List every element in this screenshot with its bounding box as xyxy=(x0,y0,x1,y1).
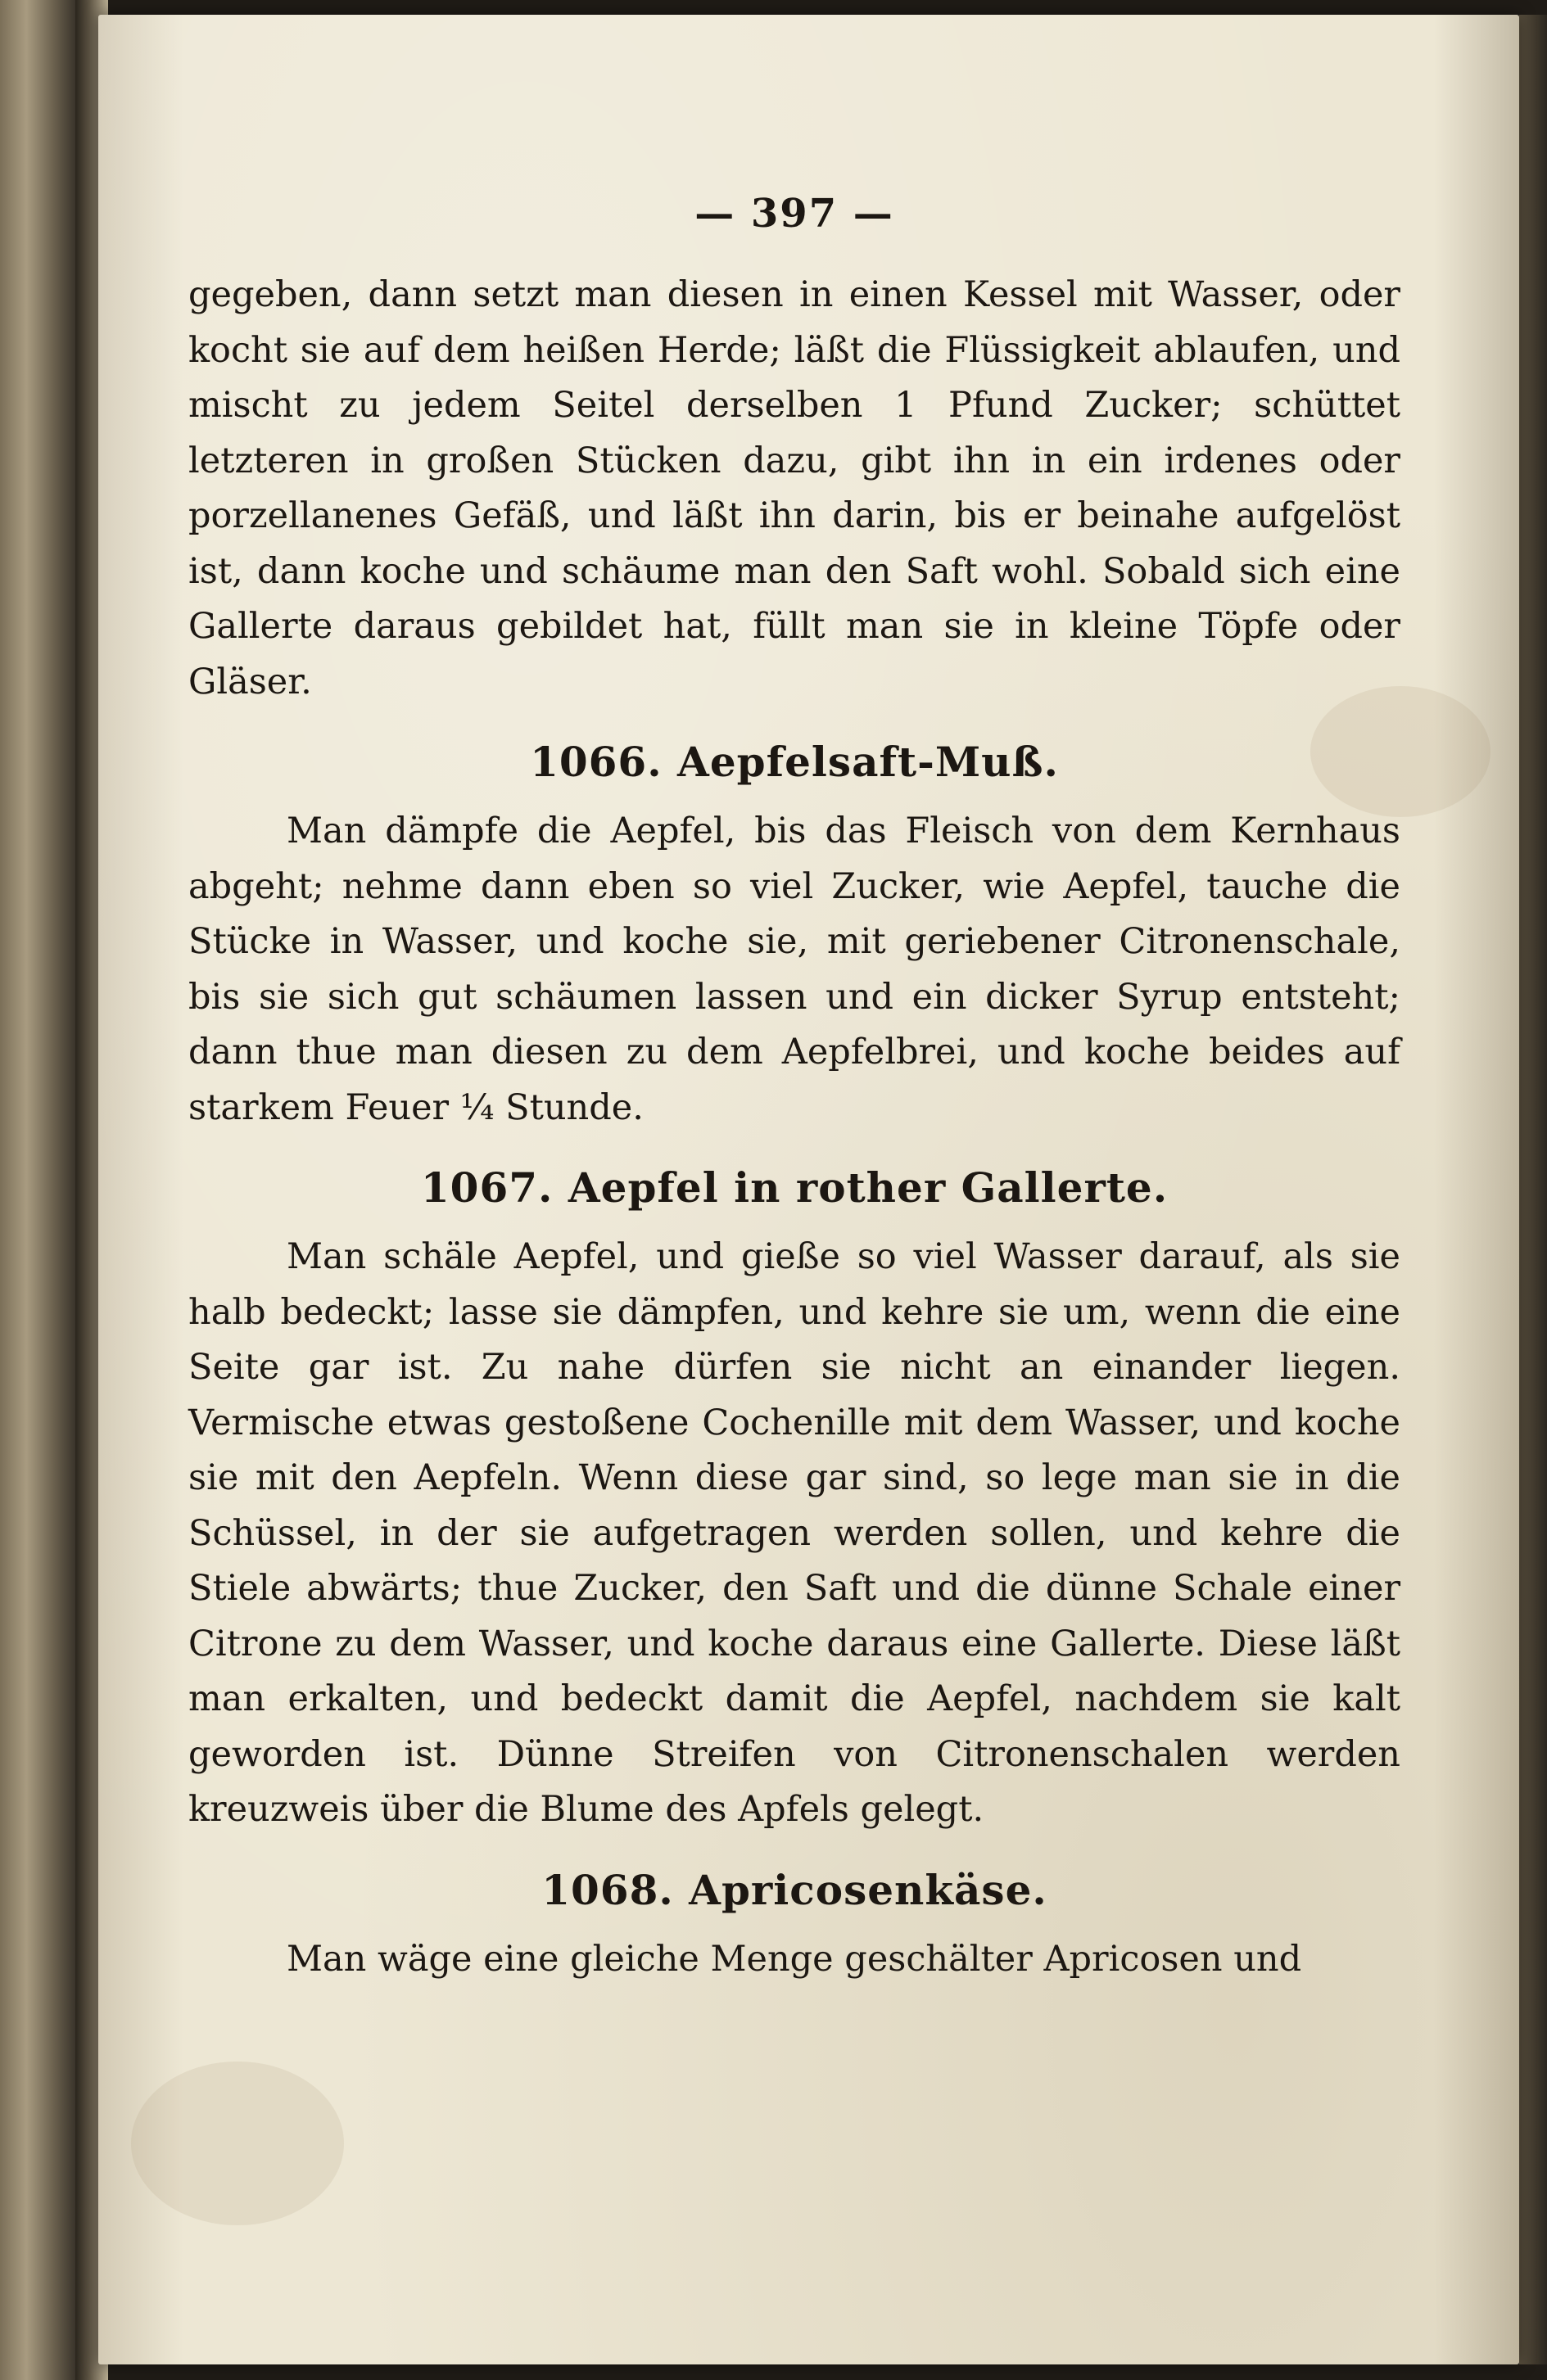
page-number: — 397 — xyxy=(694,191,894,237)
recipe-heading-1067: 1067. Aepfel in rother Gallerte. xyxy=(420,1163,1169,1212)
book-page xyxy=(98,15,1519,2364)
recipe-heading-1066: 1066. Aepfelsaft-Muß. xyxy=(530,738,1059,786)
page-content xyxy=(188,191,1400,1987)
adjacent-page-edge xyxy=(0,0,75,2380)
page-stack-edge xyxy=(1519,15,1547,2364)
recipe-text-1068: Man wäge eine gleiche Menge geschälter Apricosen und xyxy=(287,1938,1302,1980)
recipe-text-1066: Man dämpfe die Aepfel, bis das Fleisch von dem Kernhaus abgeht; nehme dann eben so viel Zucker, wie Aepfel, tauche die Stücke in Wasser, und koche sie, mit geriebener Citronenschale, bis sie sich gut schäumen lassen und ein dicker Syrup entsteht; dann thue man diesen zu dem Aepfelbrei, und koche beides auf starkem Feuer ¼ Stunde. xyxy=(188,811,1400,1128)
paragraph-continued: gegeben, dann setzt man diesen in einen Kessel mit Wasser, oder kocht sie auf dem heißen Herde; läßt die Flüssigkeit ablaufen, und mischt zu jedem Seitel derselben 1 Pfund Zucker; schüttet letzteren in großen Stücken dazu, gibt ihn in ein irdenes oder porzellanenes Gefäß, und läßt ihn darin, bis er beinahe aufgelöst ist, dann koche und schäume man den Saft wohl. Sobald sich eine Gallerte daraus gebildet hat, füllt man sie in kleine Töpfe oder Gläser. xyxy=(188,274,1400,702)
recipe-heading-1068: 1068. Apricosenkäse. xyxy=(541,1865,1047,1914)
recipe-text-1067: Man schäle Aepfel, und gieße so viel Wasser darauf, als sie halb bedeckt; lasse sie dämpfen, und kehre sie um, wenn die eine Seite gar ist. Zu nahe dürfen sie nicht an einander liegen. Vermische etwas gestoßene Cochenille mit dem Wasser, und koche sie mit den Aepfeln. Wenn diese gar sind, so lege man sie in die Schüssel, in der sie aufgetragen werden sollen, und kehre die Stiele abwärts; thue Zucker, den Saft und die dünne Schale einer Citrone zu dem Wasser, und koche daraus eine Gallerte. Diese läßt man erkalten, und bedeckt damit die Aepfel, nachdem sie kalt geworden ist. Dünne Streifen von Citronenschalen werden kreuzweis über die Blume des Apfels gelegt. xyxy=(188,1236,1400,1830)
paper-stain xyxy=(131,2062,344,2225)
